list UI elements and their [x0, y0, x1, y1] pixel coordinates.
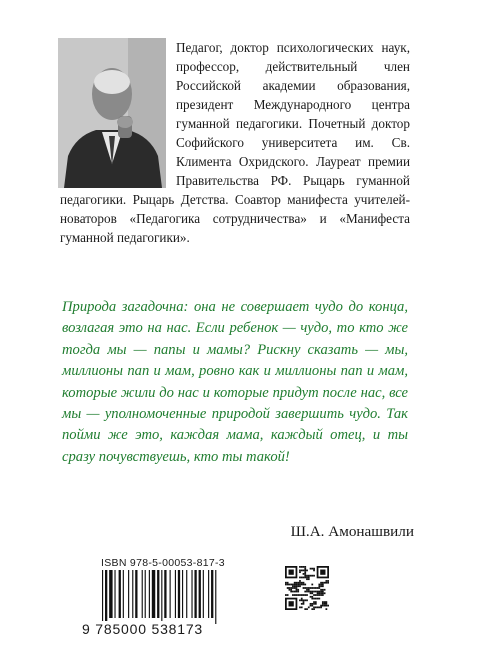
barcode-icon [100, 570, 245, 624]
author-signature: Ш.А. Амонашвили [290, 523, 414, 540]
author-quote: Природа загадочна: она не совершает чудо до конца, возлагая это на нас. Если ребенок — чудо, то кто же тогда мы — папы и мамы? Рискну сказать — мы, миллионы пап и мам, ровно как и миллионы пап и мам, которые жили до нас и которые придут после нас, все мы — уполномоченные природой завершить чудо. Так пойми же это, каждая мама, каждый отец, и ты сразу почувствуешь, кто ты такой! [62, 299, 408, 465]
isbn-label: ISBN 978-5-00053-817-3 [101, 557, 225, 569]
photo-spacer [60, 38, 176, 188]
qr-code-icon [285, 566, 329, 610]
author-bio-text: Педагог, доктор психологических наук, профессор, действительный член Российской академии образования, президент Международного центра гуманной педагогики. Почетный доктор Софийского университета им. Св. Климента Охридского. Лауреат премии Правительства РФ. Рыцарь гуманной педагогики. Рыцарь Детства. Соавтор манифеста учителей-новаторов «Педагогика сотрудничества» и «Манифеста гуманной педагогики». [60, 40, 410, 245]
barcode-number: 9 785000 538173 [82, 621, 203, 637]
author-bio [60, 38, 410, 247]
